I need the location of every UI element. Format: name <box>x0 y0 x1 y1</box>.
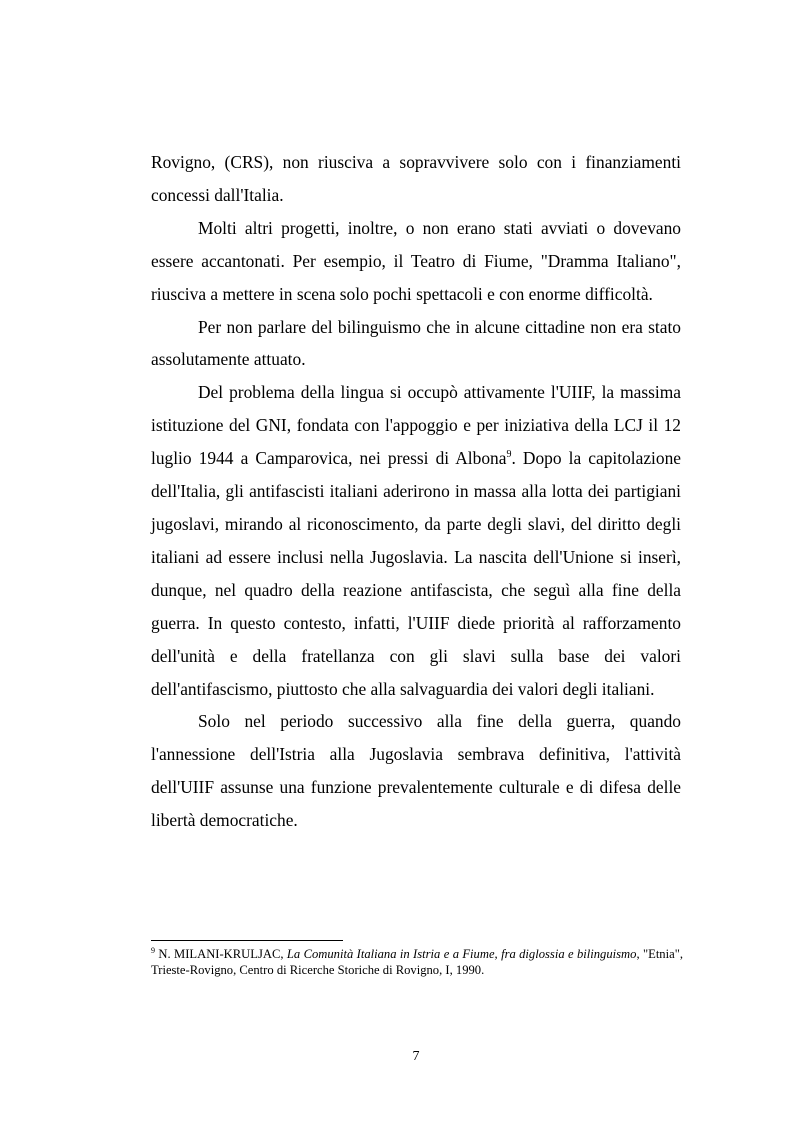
paragraph-5: Solo nel periodo successivo alla fine della guerra, quando l'annessione dell'Istria alla Jugoslavia sembrava definitiva, l'attività dell'UIIF assunse una funzione prevalentemente culturale e di difesa delle libertà democratiche. <box>151 711 681 831</box>
paragraph-4-text-before: Del problema della lingua si occupò attivamente l'UIIF, la massima istituzione del GNI, fondata con l'appoggio e per iniziativa della LCJ il 12 luglio 1944 a Camparovica, nei pressi di Albona <box>151 382 681 469</box>
footnote-title: La Comunità Italiana in Istria e a Fiume, fra diglossia e bilinguismo <box>286 947 637 961</box>
paragraph-3: Per non parlare del bilinguismo che in alcune cittadine non era stato assolutamente attuato. <box>151 316 681 370</box>
footnote-details: , "Etnia", Trieste-Rovigno, Centro di Ricerche Storiche di Rovigno, I, 1990. <box>151 947 683 977</box>
body-text <box>151 146 681 837</box>
paragraph-2: Molti altri progetti, inoltre, o non erano stati avviati o dovevano essere accantonati. Per esempio, il Teatro di Fiume, "Dramma Italiano", riusciva a mettere in scena solo pochi spettacoli e con enorme difficoltà. <box>151 217 681 304</box>
footnote-author: N. MILANI-KRULJAC, <box>158 947 284 961</box>
paragraph-4-text-after: . Dopo la capitolazione dell'Italia, gli antifascisti italiani aderirono in massa alla lotta dei partigiani jugoslavi, mirando al riconoscimento, da parte degli slavi, del diritto degli italiani ad essere inclusi nella Jugoslavia. La nascita dell'Unione si inserì, dunque, nel quadro della reazione antifascista, che seguì alla fine della guerra. In questo contesto, infatti, l'UIIF diede priorità al rafforzamento dell'unità e della fratellanza con gli slavi sulla base dei valori dell'antifascismo, piuttosto che alla salvaguardia dei valori degli italiani. <box>151 448 681 699</box>
footnote-reference: 9 <box>506 449 512 461</box>
page-number: 7 <box>412 1049 420 1064</box>
footnote <box>151 946 683 978</box>
paragraph-4 <box>151 376 681 705</box>
footnote-separator <box>151 940 343 941</box>
footnote-number: 9 <box>151 945 155 955</box>
paragraph-1: Rovigno, (CRS), non riusciva a sopravvivere solo con i finanziamenti concessi dall'Italia. <box>151 152 681 205</box>
